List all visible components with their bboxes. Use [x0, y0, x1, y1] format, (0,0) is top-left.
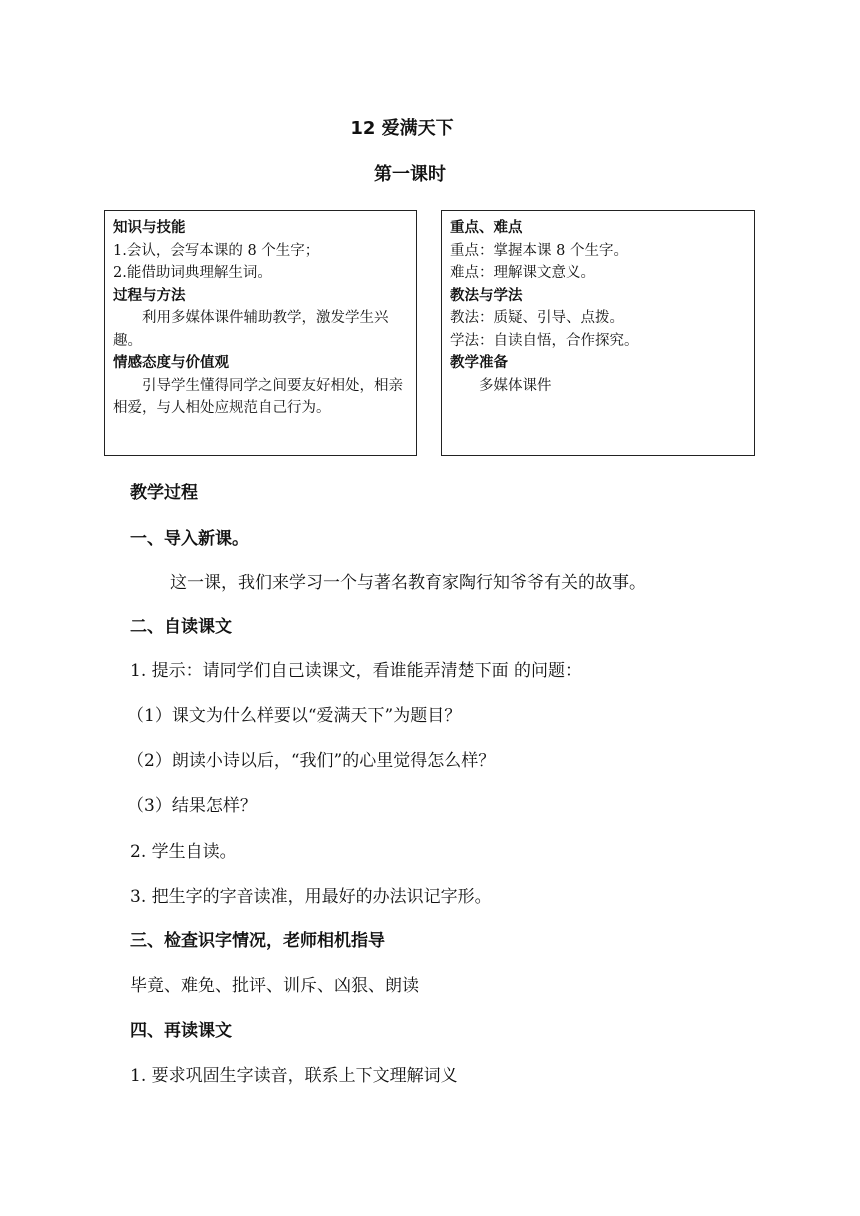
- section-heading: 一、导入新课。: [130, 529, 249, 549]
- process-method-heading: 过程与方法: [113, 287, 186, 304]
- paragraph: 1. 提示：请同学们自己读课文，看谁能弄清楚下面 的问题：: [130, 661, 583, 681]
- teaching-method-heading: 教法与学法: [450, 287, 523, 304]
- process-heading: 教学过程: [130, 483, 198, 503]
- section-heading: 四、再读课文: [130, 1021, 232, 1041]
- paragraph: 这一课，我们来学习一个与著名教育家陶行知爷爷有关的故事。: [170, 573, 646, 593]
- objectives-box: [104, 210, 417, 456]
- paragraph: 1. 要求巩固生字读音，联系上下文理解词义: [130, 1066, 458, 1086]
- learning-method-line: 学法：自读自悟，合作探究。: [450, 332, 639, 349]
- section-heading: 二、自读课文: [130, 617, 232, 637]
- section-heading: 三、检查识字情况，老师相机指导: [130, 931, 385, 951]
- objective-line: 1.会认，会写本课的 8 个生字；: [113, 242, 320, 259]
- key-points-box: [441, 210, 755, 456]
- teaching-method-line: 教法：质疑、引导、点拨。: [450, 310, 624, 326]
- attitude-values-heading: 情感态度与价值观: [113, 355, 229, 371]
- knowledge-skills-heading: 知识与技能: [113, 220, 186, 236]
- question-item: （3）结果怎样？: [127, 796, 257, 816]
- objective-line: 2.能借助词典理解生词。: [113, 265, 272, 281]
- word-list: 毕竟、难免、批评、训斥、凶狠、朗读: [130, 976, 419, 996]
- key-difficult-heading: 重点、难点: [450, 220, 523, 236]
- lesson-title: 12 爱满天下: [350, 118, 454, 139]
- preparation-text: 多媒体课件: [479, 377, 552, 394]
- lesson-subtitle: 第一课时: [374, 164, 446, 185]
- key-point-line: 重点：掌握本课 8 个生字。: [450, 242, 628, 259]
- process-method-text: 利用多媒体课件辅助教学，激发学生兴趣。: [113, 310, 389, 349]
- paragraph: 2. 学生自读。: [130, 842, 237, 862]
- attitude-values-text: 引导学生懂得同学之间要友好相处，相亲相爱，与人相处应规范自己行为。: [113, 377, 403, 416]
- question-item: （1）课文为什么样要以“爱满天下”为题目？: [127, 706, 462, 726]
- paragraph: 3. 把生字的字音读准，用最好的办法识记字形。: [130, 887, 492, 907]
- preparation-heading: 教学准备: [450, 355, 508, 371]
- difficult-point-line: 难点：理解课文意义。: [450, 265, 595, 281]
- question-item: （2）朗读小诗以后，“我们”的心里觉得怎么样？: [127, 751, 496, 771]
